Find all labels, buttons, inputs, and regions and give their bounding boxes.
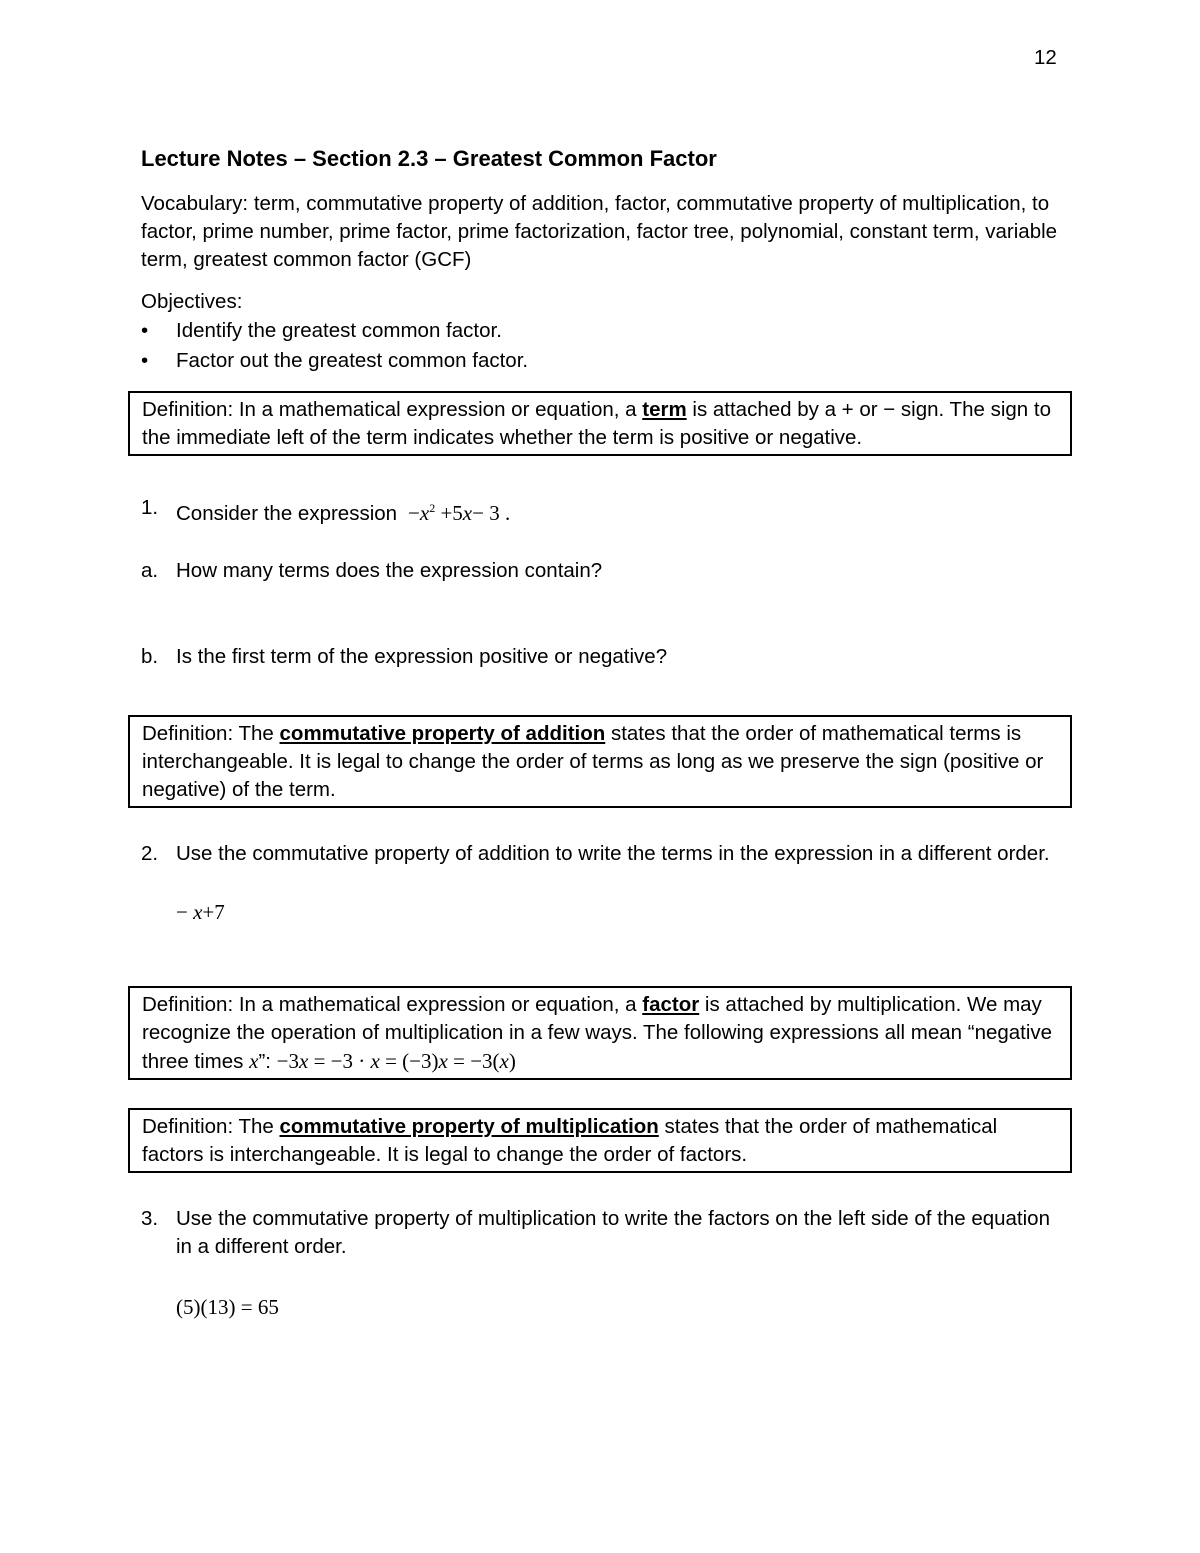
expression (277, 1049, 516, 1073)
definition-text: Definition: In a mathematical expression or equation, a (142, 993, 643, 1016)
definition-term (128, 391, 1072, 456)
objective-item (141, 316, 1071, 346)
definition-text: is attached by multiplication. We may recognize the operation of multiplication in a few ways. The following expressions all mean “negative three times (142, 993, 1053, 1073)
definition-keyword: commutative property of multiplication (279, 1115, 659, 1138)
definition-text: Definition: The (142, 1115, 280, 1138)
question-text: Consider the expression (176, 502, 398, 525)
page-title: Lecture Notes – Section 2.3 – Greatest Common Factor (141, 146, 717, 171)
question-text: Use the commutative property of addition to write the terms in the expression in a different order. (176, 842, 1050, 865)
expression: (5)(13) = 65 (176, 1295, 279, 1319)
page-number: 12 (1034, 46, 1057, 69)
question-label: b. (141, 645, 159, 668)
definition-text: states that the order of mathematical factors is interchangeable. It is legal to change the order of factors. (142, 1115, 998, 1166)
objective-text: Factor out the greatest common factor. (176, 349, 529, 372)
definition-text: Definition: In a mathematical expression or equation, a (142, 398, 643, 421)
objectives-list (141, 316, 1071, 376)
definition-keyword: term (642, 398, 687, 421)
question-number: 3. (141, 1207, 159, 1230)
question-2 (141, 840, 1071, 868)
expr-variable: x (193, 900, 203, 924)
question-1b (141, 643, 1071, 671)
expression (141, 898, 1071, 926)
expr-part: −3 (276, 1049, 299, 1073)
bullet-icon: • (141, 319, 149, 342)
question-text: Use the commutative property of multiplication to write the factors on the left side of the equation in a different order. (176, 1207, 1050, 1258)
definition-text: Definition: The (142, 722, 280, 745)
expr-variable: x (249, 1049, 259, 1073)
definition-text: is attached by a + or − sign. The sign to the immediate left of the term indicates whether the term is positive or negative. (142, 398, 1051, 449)
expr-part: − (408, 501, 420, 525)
question-text: How many terms does the expression contain? (176, 559, 603, 582)
question-1 (141, 494, 1071, 528)
lecture-notes (141, 142, 1071, 1321)
expr-exponent: 2 (429, 501, 436, 515)
expr-variable: x (299, 1049, 309, 1073)
objective-item (141, 346, 1071, 376)
question-text: Is the first term of the expression positive or negative? (176, 645, 668, 668)
definition-keyword: factor (642, 993, 700, 1016)
expr-part: = (−3) (379, 1049, 439, 1073)
expr-part: = −3( (447, 1049, 500, 1073)
expr-variable: x (370, 1049, 380, 1073)
objectives-label: Objectives: (141, 290, 243, 313)
expr-part: ) (508, 1049, 516, 1073)
expr-part: +7 (202, 900, 225, 924)
definition-text: ”: (258, 1050, 277, 1073)
question-1a (141, 557, 1071, 585)
expression (403, 501, 510, 525)
vocabulary: Vocabulary: term, commutative property of addition, factor, commutative property of multiplication, to factor, prime number, prime factor, prime factorization, factor tree, polynomial, constant term, variable term, greatest common factor (GCF) (141, 192, 1058, 271)
definition-factor (128, 986, 1072, 1080)
bullet-icon: • (141, 349, 149, 372)
question-label: a. (141, 559, 159, 582)
expr-variable: x (499, 1049, 509, 1073)
question-3 (141, 1205, 1071, 1261)
expr-part: − 3 . (472, 501, 511, 525)
expr-variable: x (462, 501, 473, 525)
expr-variable: x (438, 1049, 448, 1073)
objective-text: Identify the greatest common factor. (176, 319, 502, 342)
question-number: 2. (141, 842, 159, 865)
expr-part: = −3 · (308, 1049, 371, 1073)
expr-variable: x (419, 501, 430, 525)
definition-commutative-multiplication (128, 1108, 1072, 1173)
definition-keyword: commutative property of addition (279, 722, 606, 745)
question-number: 1. (141, 496, 159, 519)
definition-commutative-addition (128, 715, 1072, 808)
definition-text: states that the order of mathematical terms is interchangeable. It is legal to change the order of terms as long as we preserve the sign (positive or negative) of the term. (142, 722, 1044, 801)
expr-part: +5 (435, 501, 463, 525)
expr-part: − (176, 900, 194, 924)
